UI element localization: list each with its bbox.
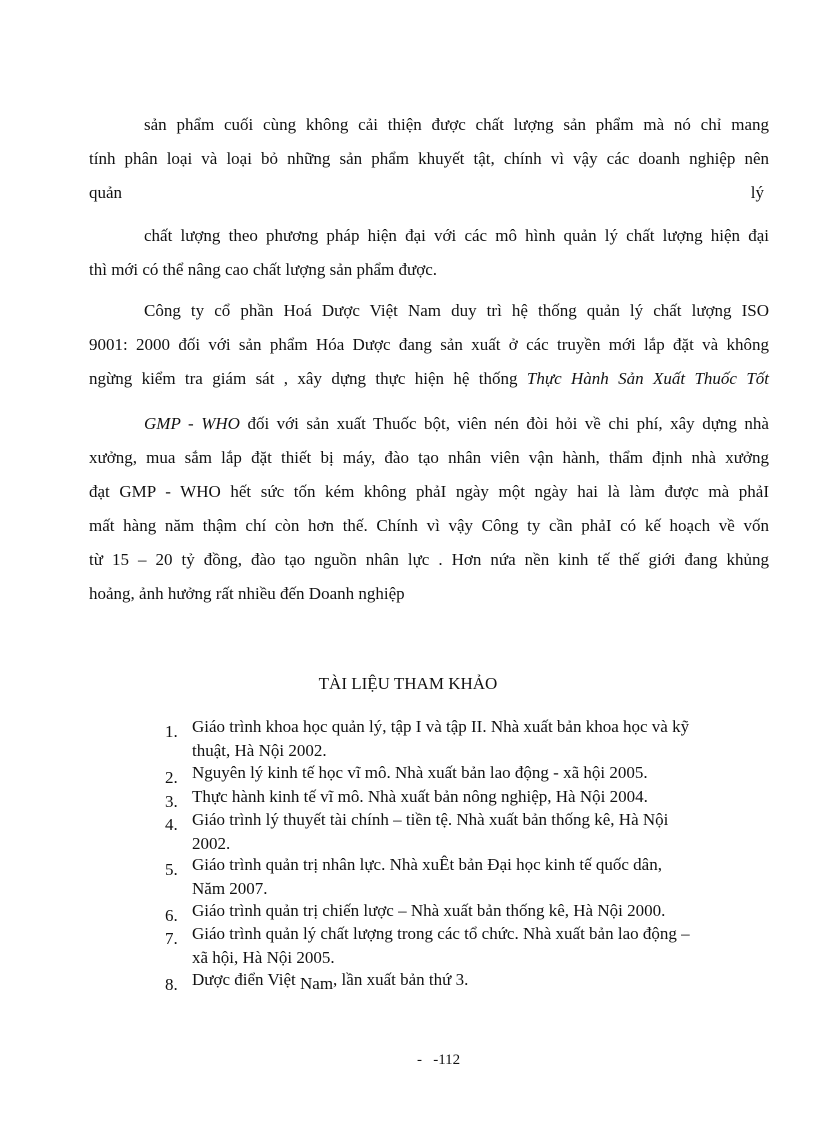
paragraph2-line4-italic: GMP - WHO — [144, 414, 240, 433]
reference-8-text-b: Nam — [300, 974, 334, 993]
reference-1-line2: thuật, Hà Nội 2002. — [192, 741, 327, 760]
paragraph1-line3 — [89, 180, 769, 206]
reference-number-4: 4. — [165, 815, 178, 834]
paragraph2-line3-plain: ngừng kiểm tra giám sát , xây dựng thực hiện hệ thống — [89, 369, 518, 388]
reference-item-1 — [192, 715, 689, 763]
page-number: - -112 — [417, 1052, 461, 1068]
paragraph1-line3-right: lý — [750, 183, 764, 202]
paragraph2-line3-italic: Thực Hành Sản Xuất Thuốc Tốt — [526, 369, 769, 388]
reference-item-2 — [192, 761, 648, 785]
paragraph2-line7: mất hàng năm thậm chí còn hơn thế. Chính vì vậy Công ty cần phảI có kế hoạch về vốn — [89, 516, 769, 535]
paragraph2-line2: 9001: 2000 đối với sản phẩm Hóa Dược đang sản xuất ở các truyền mới lắp đặt và không — [89, 335, 769, 354]
paragraph2-line4 — [144, 411, 769, 437]
reference-8-text-c: , lần xuất bản thứ 3. — [333, 970, 469, 989]
paragraph2-line4-plain: đối với sản xuất Thuốc bột, viên nén đòi hỏi về chi phí, xây dựng nhà — [247, 414, 769, 433]
reference-5-line1: Giáo trình quản trị nhân lực. Nhà xuÊt bản Đại học kinh tế quốc dân, — [192, 855, 662, 874]
reference-7-line2: xã hội, Hà Nội 2005. — [192, 948, 335, 967]
paragraph1-line2: tính phân loại và loại bỏ những sản phẩm khuyết tật, chính vì vậy các doanh nghiệp nên — [89, 149, 769, 168]
paragraph2-line3 — [89, 366, 769, 392]
reference-item-4 — [192, 808, 668, 856]
reference-item-3 — [192, 785, 648, 809]
reference-number-6: 6. — [165, 906, 178, 925]
paragraph1-line3-left: quản — [89, 183, 123, 202]
paragraph2-line5: xưởng, mua sắm lắp đặt thiết bị máy, đào tạo nhân viên vận hành, thẩm định nhà xưởng — [89, 448, 769, 467]
reference-6-line1: Giáo trình quản trị chiến lược – Nhà xuất bản thống kê, Hà Nội 2000. — [192, 901, 666, 920]
reference-item-7 — [192, 922, 690, 970]
reference-number-5: 5. — [165, 860, 178, 879]
reference-8-line1 — [192, 968, 468, 992]
reference-item-8 — [192, 968, 468, 992]
reference-number-8: 8. — [165, 975, 178, 994]
paragraph2-line6: đạt GMP - WHO hết sức tốn kém không phảI ngày một ngày hai là làm được mà phảI — [89, 482, 769, 501]
reference-4-line1: Giáo trình lý thuyết tài chính – tiền tệ. Nhà xuất bản thống kê, Hà Nội — [192, 810, 669, 829]
reference-number-7: 7. — [165, 929, 178, 948]
reference-number-1: 1. — [165, 722, 178, 741]
paragraph1-line5: thì mới có thể nâng cao chất lượng sản phẩm được. — [89, 260, 438, 279]
reference-item-6 — [192, 899, 665, 923]
paragraph1-line4: chất lượng theo phương pháp hiện đại với các mô hình quản lý chất lượng hiện đại — [144, 226, 769, 245]
reference-7-line1: Giáo trình quản lý chất lượng trong các tổ chức. Nhà xuất bản lao động – — [192, 924, 690, 943]
reference-3-line1: Thực hành kinh tế vĩ mô. Nhà xuất bản nông nghiệp, Hà Nội 2004. — [192, 787, 648, 806]
paragraph2-line1: Công ty cổ phần Hoá Dược Việt Nam duy trì hệ thống quản lý chất lượng ISO — [144, 301, 769, 320]
reference-item-5 — [192, 853, 662, 901]
reference-1-line1: Giáo trình khoa học quản lý, tập I và tập II. Nhà xuất bản khoa học và kỹ — [192, 717, 690, 736]
paragraph2-line9: hoảng, ảnh hưởng rất nhiều đến Doanh nghiệp — [89, 584, 405, 603]
paragraph1-line1: sản phẩm cuối cùng không cải thiện được chất lượng sản phẩm mà nó chỉ mang — [144, 115, 769, 134]
reference-8-text-a: Dược điển Việt — [192, 970, 296, 989]
reference-number-2: 2. — [165, 768, 178, 787]
reference-2-line1: Nguyên lý kinh tế học vĩ mô. Nhà xuất bản lao động - xã hội 2005. — [192, 763, 648, 782]
paragraph2-line8: từ 15 – 20 tỷ đồng, đào tạo nguồn nhân lực . Hơn nứa nền kinh tế thế giới đang khủng — [89, 550, 769, 569]
reference-4-line2: 2002. — [192, 834, 231, 853]
references-heading: TÀI LIỆU THAM KHẢO — [318, 674, 498, 693]
reference-5-line2: Năm 2007. — [192, 879, 268, 898]
reference-number-3: 3. — [165, 792, 178, 811]
